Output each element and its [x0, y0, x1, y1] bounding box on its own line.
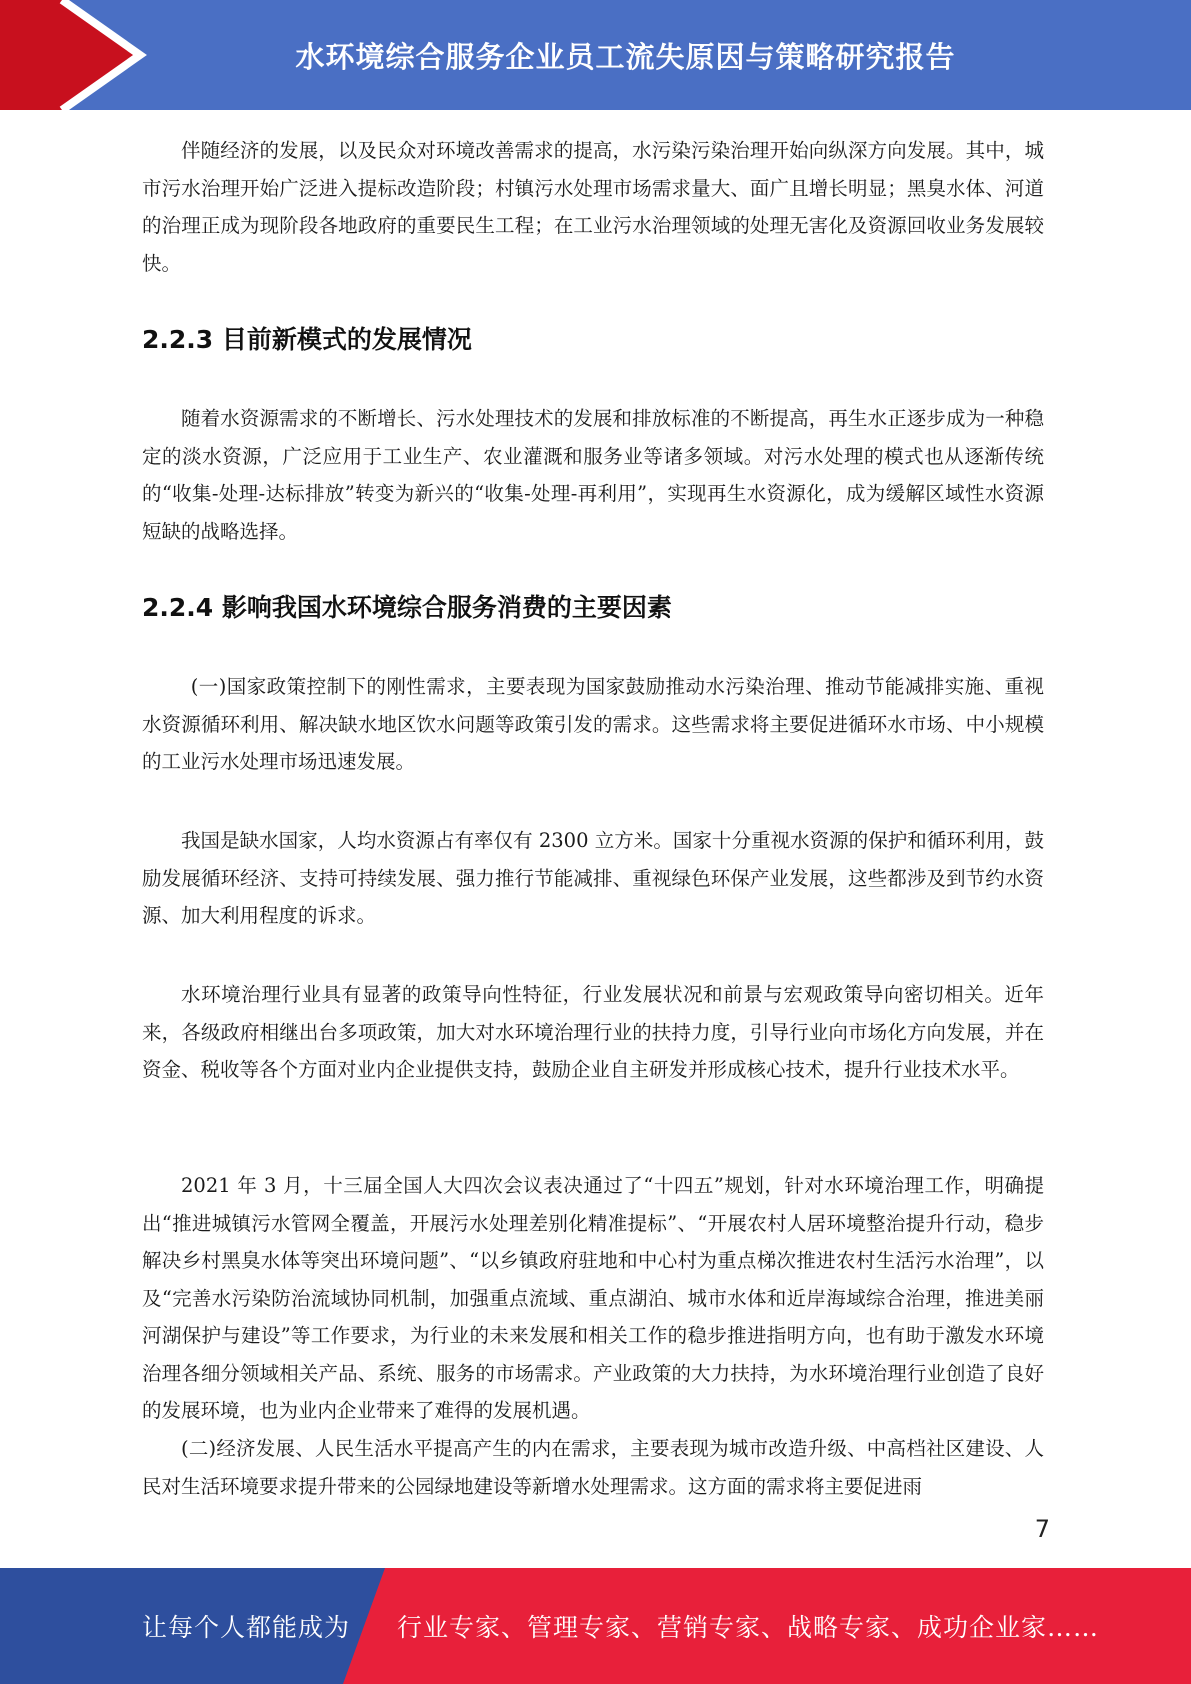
paragraph-2-2-4-policy: (一)国家政策控制下的刚性需求，主要表现为国家鼓励推动水污染治理、推动节能减排实施、重视水资源循环利用、解决缺水地区饮水问题等政策引发的需求。这些需求将主要促进循环水市场、中小规模的工业污水处理市场迅速发展。	[142, 675, 1044, 773]
paragraph-2-2-4-fourteenth-five-year: 2021 年 3 月，十三届全国人大四次会议表决通过了“十四五”规划，针对水环境治理工作，明确提出“推进城镇污水管网全覆盖，开展污水处理差别化精准提标”、“开展农村人居环境整治提升行动，稳步解决乡村黑臭水体等突出环境问题”、“以乡镇政府驻地和中心村为重点梯次推进农村生活污水治理”，以及“完善水污染防治流域协同机制，加强重点流域、重点湖泊、城市水体和近岸海域综合治理，推进美丽河湖保护与建设”等工作要求，为行业的未来发展和相关工作的稳步推进指明方向，也有助于激发水环境治理各细分领域相关产品、系统、服务的市场需求。产业政策的大力扶持，为水环境治理行业创造了良好的发展环境，也为业内企业带来了难得的发展机遇。	[142, 1174, 1044, 1422]
document-title: 水环境综合服务企业员工流失原因与策略研究报告	[295, 39, 956, 74]
section-heading-2-2-3: 2.2.3 目前新模式的发展情况	[142, 325, 472, 354]
paragraph-2-2-4-economic-demand: (二)经济发展、人民生活水平提高产生的内在需求，主要表现为城市改造升级、中高档社区建设、人民对生活环境要求提升带来的公园绿地建设等新增水处理需求。这方面的需求将主要促进雨	[142, 1437, 1044, 1498]
paragraph-2-2-4-policy-orientation: 水环境治理行业具有显著的政策导向性特征，行业发展状况和前景与宏观政策导向密切相关。近年来，各级政府相继出台多项政策，加大对水环境治理行业的扶持力度，引导行业向市场化方向发展，并在资金、税收等各个方面对业内企业提供支持，鼓励企业自主研发并形成核心技术，提升行业技术水平。	[142, 983, 1044, 1081]
footer-band	[0, 1568, 1191, 1684]
section-heading-2-2-4: 2.2.4 影响我国水环境综合服务消费的主要因素	[142, 593, 672, 622]
paragraph-2-2-3: 随着水资源需求的不断增长、污水处理技术的发展和排放标准的不断提高，再生水正逐步成为一种稳定的淡水资源，广泛应用于工业生产、农业灌溉和服务业等诸多领域。对污水处理的模式也从逐渐传统的“收集-处理-达标排放”转变为新兴的“收集-处理-再利用”，实现再生水资源化，成为缓解区域性水资源短缺的战略选择。	[142, 407, 1044, 543]
page-number: 7	[1034, 1515, 1050, 1543]
header-band	[0, 0, 1191, 110]
header-arrow-decoration	[0, 0, 150, 110]
paragraph-intro: 伴随经济的发展，以及民众对环境改善需求的提高，水污染污染治理开始向纵深方向发展。其中，城市污水治理开始广泛进入提标改造阶段；村镇污水处理市场需求量大、面广且增长明显；黑臭水体、河道的治理正成为现阶段各地政府的重要民生工程；在工业污水治理领域的处理无害化及资源回收业务发展较快。	[142, 139, 1044, 275]
paragraph-2-2-4-water-shortage: 我国是缺水国家，人均水资源占有率仅有 2300 立方米。国家十分重视水资源的保护和循环利用，鼓励发展循环经济、支持可持续发展、强力推行节能减排、重视绿色环保产业发展，这些都涉及到节约水资源、加大利用程度的诉求。	[142, 829, 1044, 927]
footer-slogan-right: 行业专家、管理专家、营销专家、战略专家、成功企业家……	[397, 1613, 1100, 1642]
footer-slogan-left: 让每个人都能成为	[142, 1613, 351, 1642]
